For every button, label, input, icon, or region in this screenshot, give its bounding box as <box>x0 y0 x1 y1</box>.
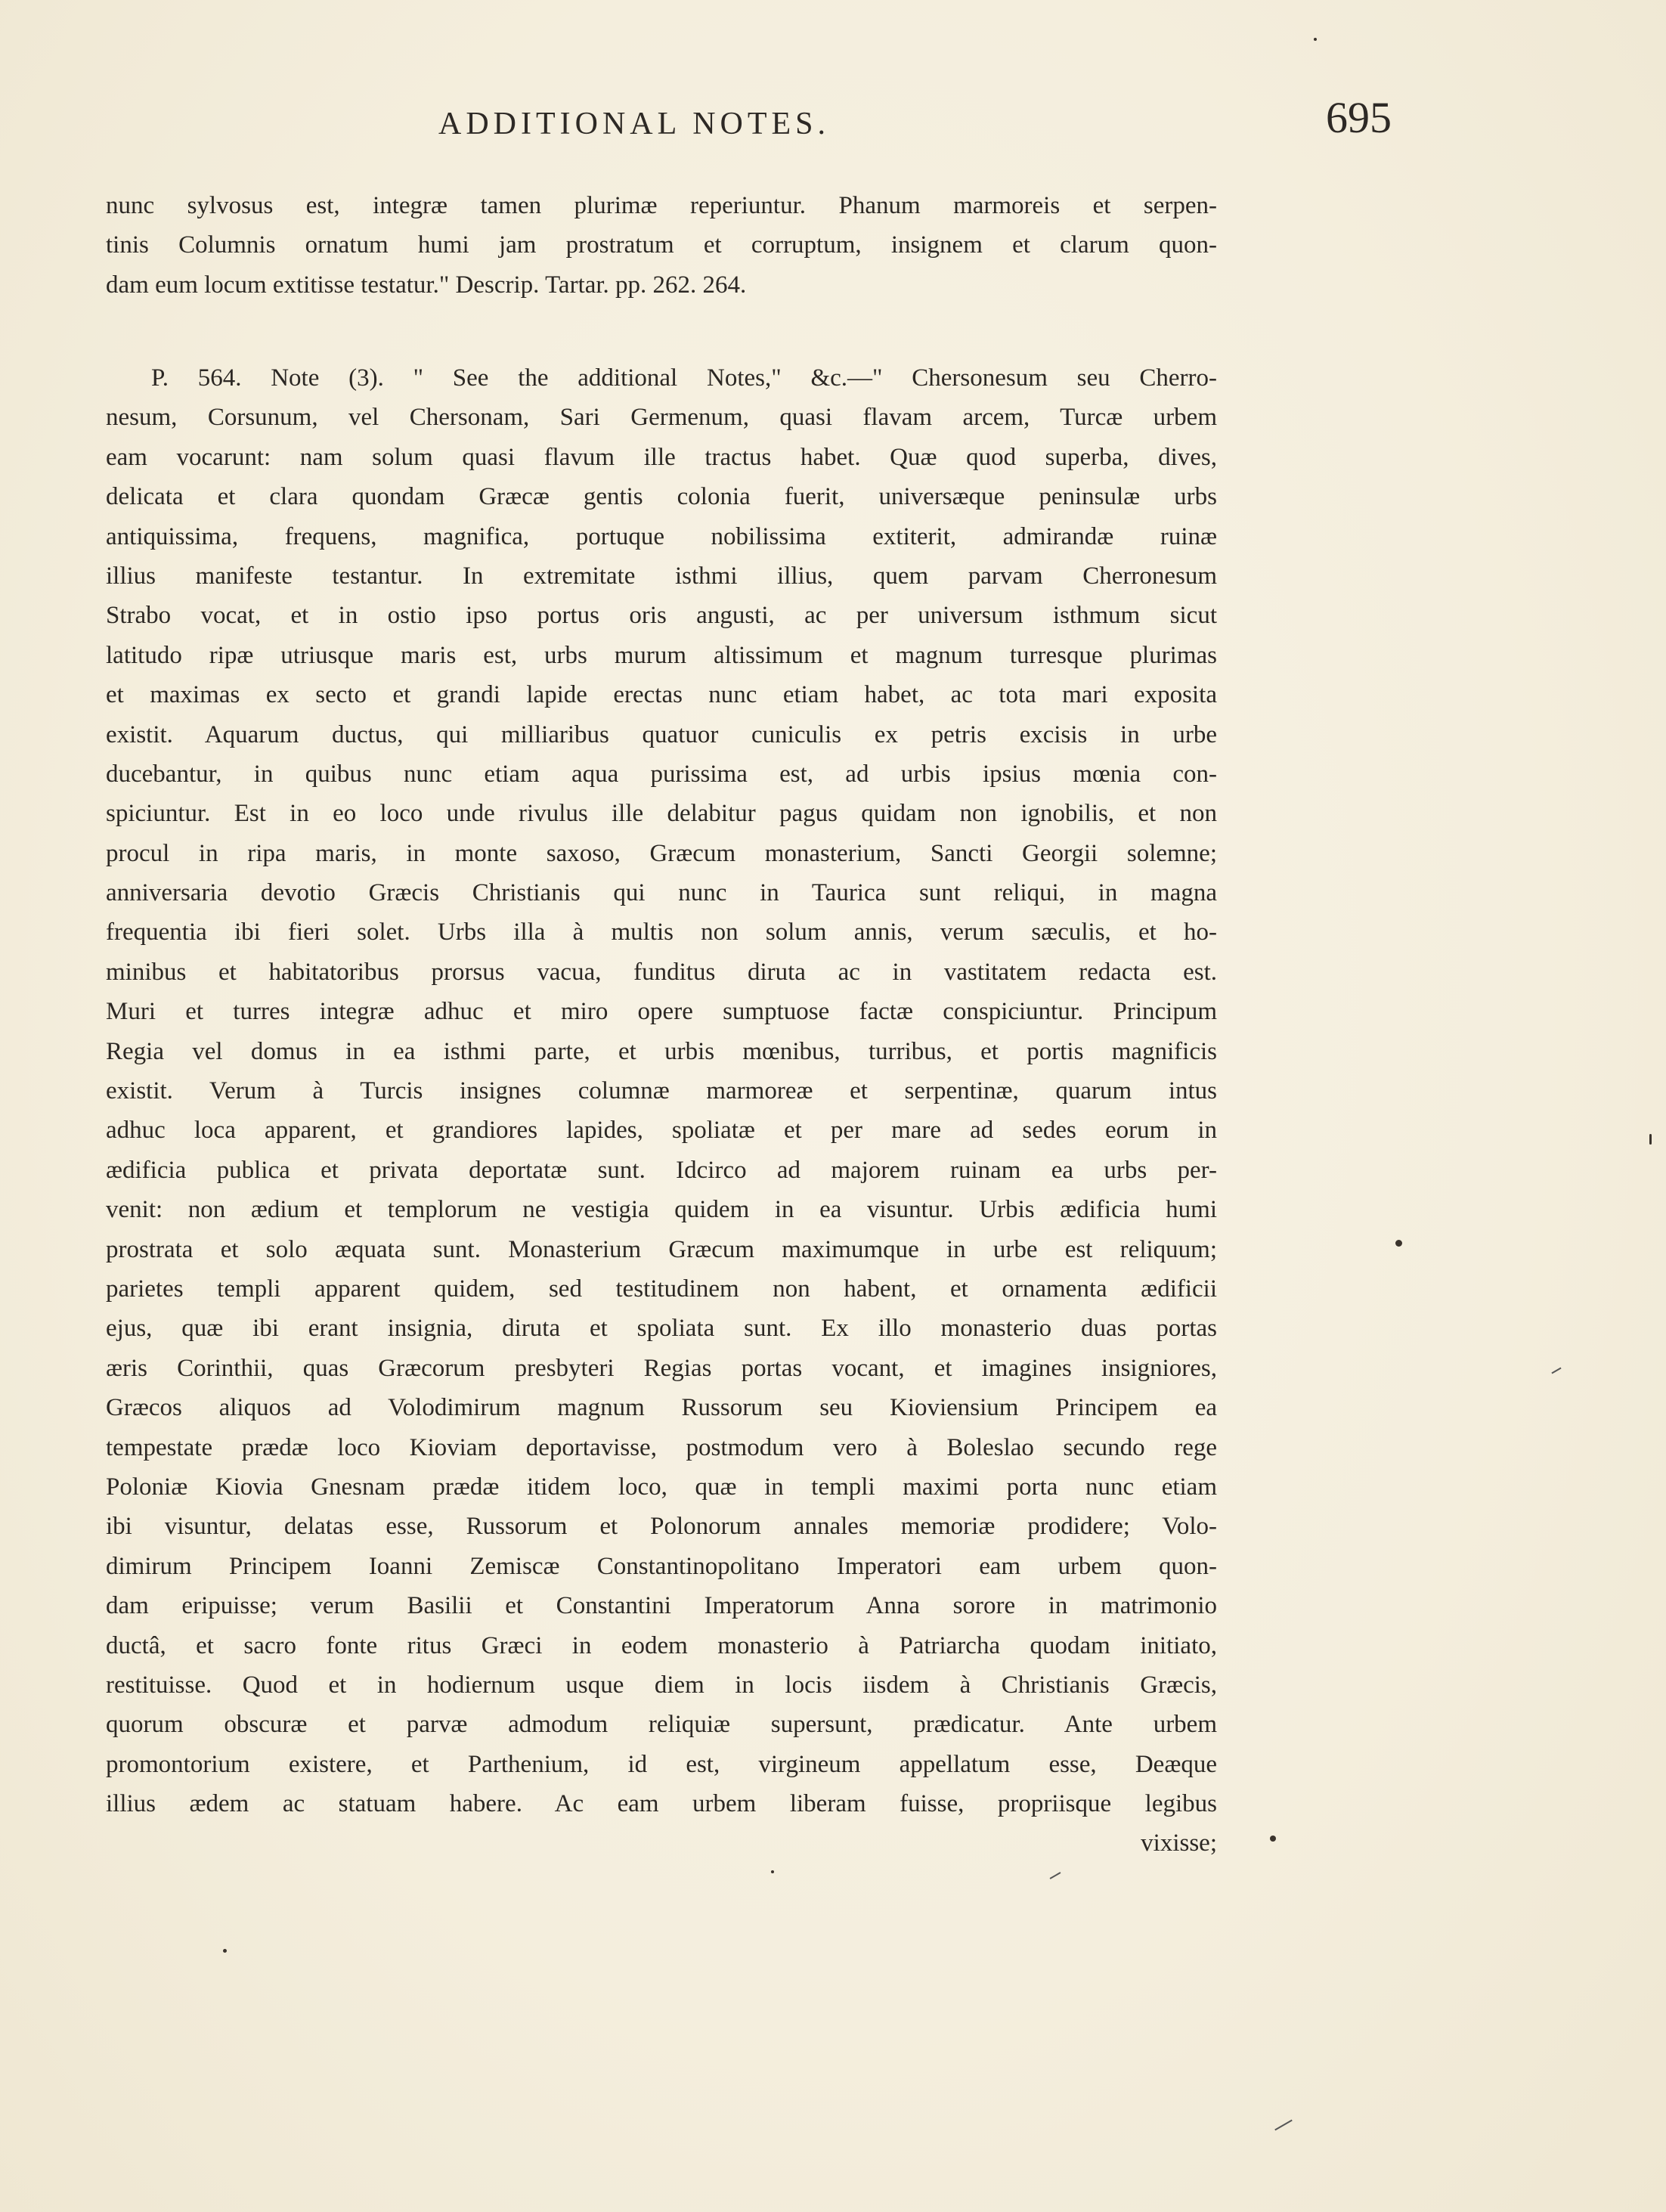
text-line: tempestate prædæ loco Kioviam deportavisse, postmodum vero à Boleslao secundo rege <box>106 1433 1217 1461</box>
ink-mark <box>1274 2120 1293 2131</box>
text-line: antiquissima, frequens, magnifica, portuque nobilissima extiterit, admirandæ ruinæ <box>106 522 1217 550</box>
text-line: minibus et habitatoribus prorsus vacua, funditus diruta ac in vastitatem redacta est. <box>106 958 1217 986</box>
ink-speck <box>1270 1836 1276 1842</box>
text-line: nunc sylvosus est, integræ tamen plurimæ reperiuntur. Phanum marmoreis et serpen- <box>106 192 1217 219</box>
text-line: ducebantur, in quibus nunc etiam aqua purissima est, ad urbis ipsius mœnia con- <box>106 760 1217 788</box>
page-number: 695 <box>1326 93 1392 142</box>
text-line: quorum obscuræ et parvæ admodum reliquiæ supersunt, prædicatur. Ante urbem <box>106 1711 1217 1739</box>
ink-speck <box>1314 38 1317 41</box>
running-head: ADDITIONAL NOTES. <box>438 107 831 141</box>
text-line: promontorium existere, et Parthenium, id est, virgineum appellatum esse, Deæque <box>106 1750 1217 1778</box>
text-line: spiciuntur. Est in eo loco unde rivulus ille delabitur pagus quidam non ignobilis, et non <box>106 800 1217 828</box>
text-line: parietes templi apparent quidem, sed testitudinem non habent, et ornamenta ædificii <box>106 1275 1217 1303</box>
ink-speck <box>771 1870 774 1873</box>
ink-speck <box>223 1949 227 1953</box>
text-line: venit: non ædium et templorum ne vestigia quidem in ea visuntur. Urbis ædificia humi <box>106 1196 1217 1224</box>
text-line: Græcos aliquos ad Volodimirum magnum Russorum seu Kioviensium Principem ea <box>106 1394 1217 1422</box>
ink-mark <box>1551 1368 1561 1374</box>
text-line: delicata et clara quondam Græcæ gentis colonia fuerit, universæque peninsulæ urbs <box>106 483 1217 511</box>
text-line: procul in ripa maris, in monte saxoso, Græcum monasterium, Sancti Georgii solemne; <box>106 839 1217 867</box>
note-heading-line: P. 564. Note (3). " See the additional Notes," &c.—" Chersonesum seu Cherro- <box>151 364 1217 392</box>
text-line-citation: dam eum locum extitisse testatur." Descrip. Tartar. pp. 262. 264. <box>106 271 747 299</box>
text-line: et maximas ex secto et grandi lapide erectas nunc etiam habet, ac tota mari exposita <box>106 681 1217 709</box>
text-line: nesum, Corsunum, vel Chersonam, Sari Germenum, quasi flavam arcem, Turcæ urbem <box>106 404 1217 432</box>
text-line: prostrata et solo æquata sunt. Monasterium Græcum maximumque in urbe est reliquum; <box>106 1235 1217 1263</box>
text-line: anniversaria devotio Græcis Christianis qui nunc in Taurica sunt reliqui, in magna <box>106 879 1217 907</box>
text-line: Muri et turres integræ adhuc et miro opere sumptuose factæ conspiciuntur. Principum <box>106 998 1217 1026</box>
text-line: æris Corinthii, quas Græcorum presbyteri Regias portas vocant, et imagines insigniores, <box>106 1354 1217 1382</box>
text-line: dam eripuisse; verum Basilii et Constantini Imperatorum Anna sorore in matrimonio <box>106 1592 1217 1620</box>
text-line: ejus, quæ ibi erant insignia, diruta et spoliata sunt. Ex illo monasterio duas portas <box>106 1315 1217 1343</box>
text-line: restituisse. Quod et in hodiernum usque diem in locis iisdem à Christianis Græcis, <box>106 1671 1217 1699</box>
text-line: ductâ, et sacro fonte ritus Græci in eodem monasterio à Patriarcha quodam initiato, <box>106 1631 1217 1659</box>
text-line: illius ædem ac statuam habere. Ac eam urbem liberam fuisse, propriisque legibus <box>106 1790 1217 1818</box>
catchword: vixisse; <box>1141 1829 1217 1857</box>
text-line: eam vocarunt: nam solum quasi flavum ille tractus habet. Quæ quod superba, dives, <box>106 443 1217 471</box>
paragraph-continuation <box>106 186 1217 305</box>
text-line: ædificia publica et privata deportatæ sunt. Idcirco ad majorem ruinam ea urbs per- <box>106 1156 1217 1184</box>
text-line: frequentia ibi fieri solet. Urbs illa à multis non solum annis, verum sæculis, et ho- <box>106 919 1217 946</box>
text-line: illius manifeste testantur. In extremitate isthmi illius, quem parvam Cherronesum <box>106 562 1217 590</box>
text-line: adhuc loca apparent, et grandiores lapides, spoliatæ et per mare ad sedes eorum in <box>106 1117 1217 1145</box>
paragraph-note-564 <box>106 358 1217 1863</box>
text-line: dimirum Principem Ioanni Zemiscæ Constantinopolitano Imperatori eam urbem quon- <box>106 1552 1217 1580</box>
text-line: latitudo ripæ utriusque maris est, urbs murum altissimum et magnum turresque plurimas <box>106 641 1217 669</box>
text-line: Regia vel domus in ea isthmi parte, et urbis mœnibus, turribus, et portis magnificis <box>106 1037 1217 1065</box>
text-line: Strabo vocat, et in ostio ipso portus oris angusti, ac per universum isthmum sicut <box>106 602 1217 630</box>
ink-speck <box>1395 1240 1402 1247</box>
text-line: existit. Verum à Turcis insignes columnæ marmoreæ et serpentinæ, quarum intus <box>106 1077 1217 1105</box>
ink-mark <box>1050 1872 1061 1879</box>
text-line: Poloniæ Kiovia Gnesnam prædæ itidem loco, quæ in templi maximi porta nunc etiam <box>106 1473 1217 1501</box>
text-line: ibi visuntur, delatas esse, Russorum et Polonorum annales memoriæ prodidere; Volo- <box>106 1513 1217 1541</box>
text-line: existit. Aquarum ductus, qui milliaribus quatuor cuniculis ex petris excisis in urbe <box>106 720 1217 748</box>
text-line: tinis Columnis ornatum humi jam prostratum et corruptum, insignem et clarum quon- <box>106 231 1217 259</box>
ink-speck <box>1649 1134 1652 1145</box>
